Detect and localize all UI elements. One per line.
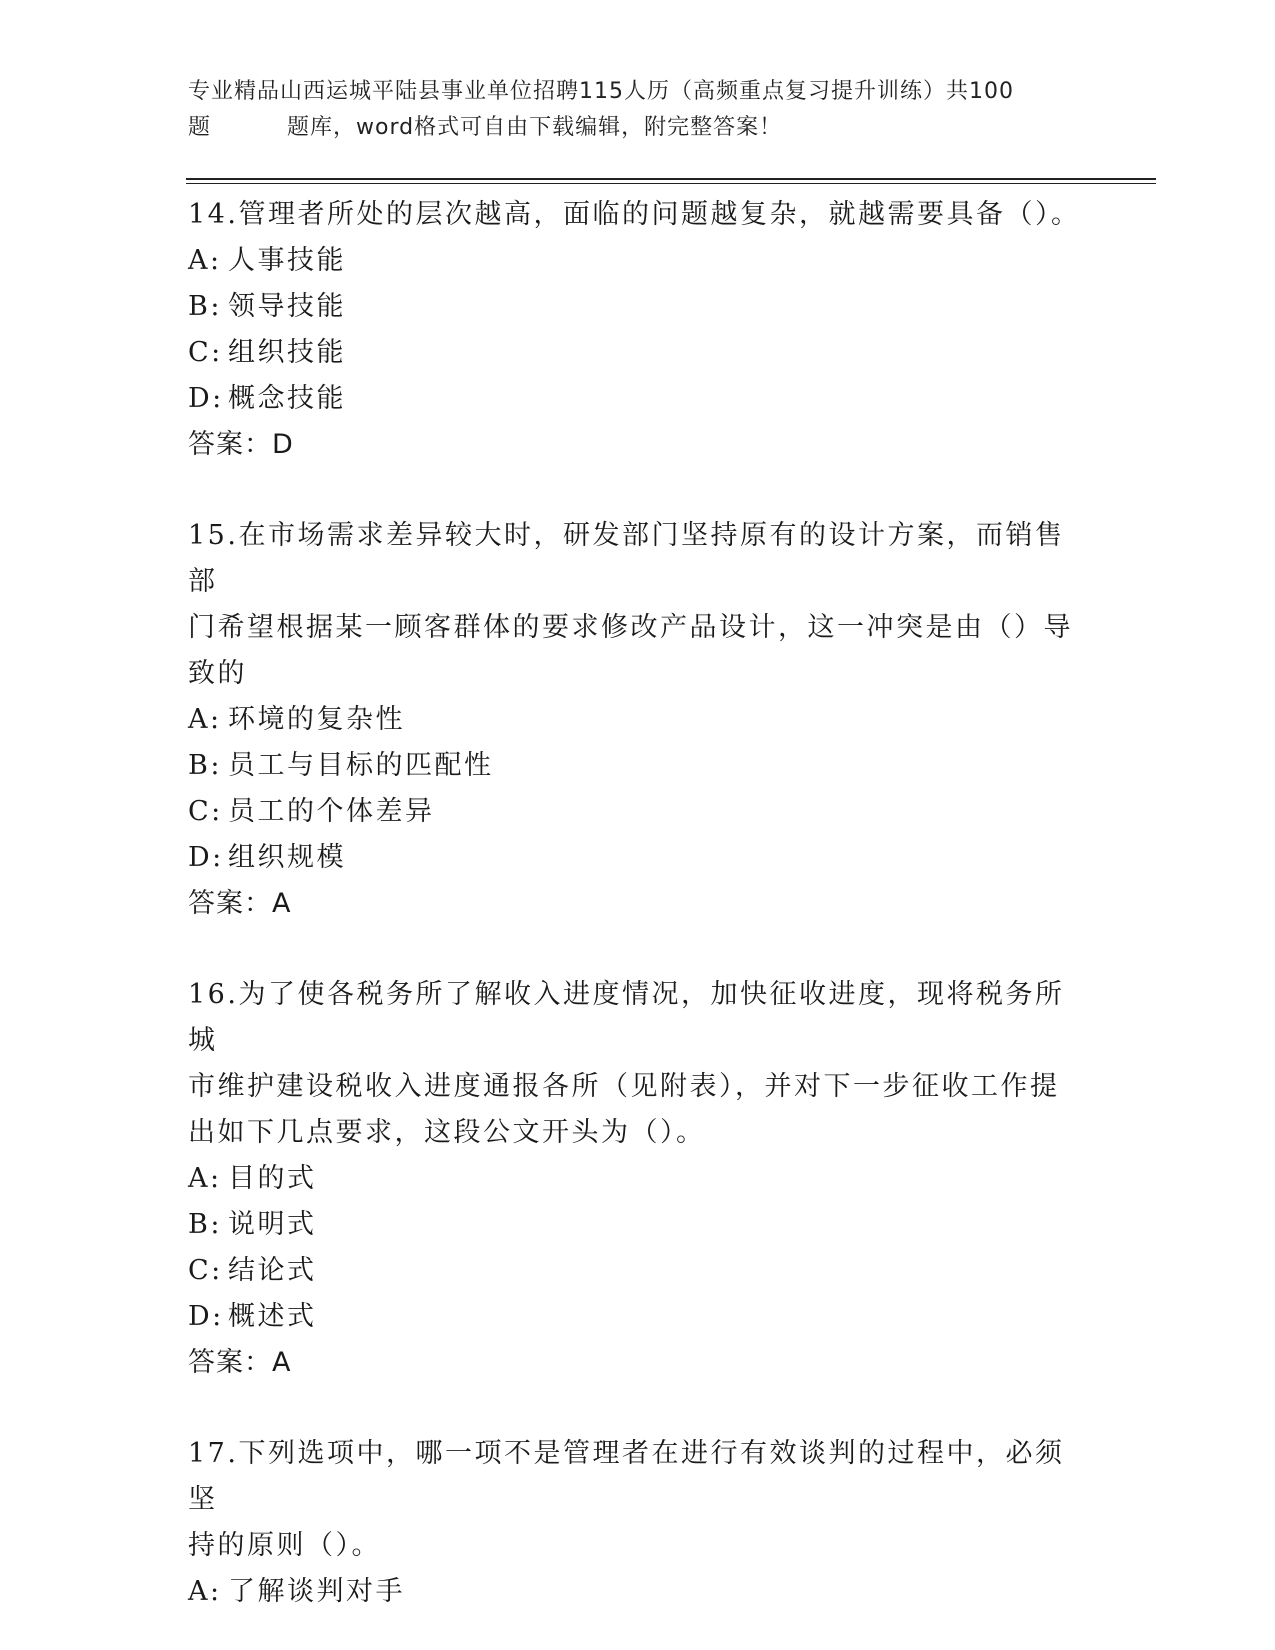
option-d: D: 概述式 (188, 1301, 317, 1332)
header-line-2 (188, 110, 1088, 146)
question-17 (188, 1431, 1088, 1615)
header-rule-thick (186, 178, 1156, 180)
option-a: A: 人事技能 (188, 245, 346, 276)
option-c: C: 组织技能 (188, 337, 346, 368)
option-a: A: 目的式 (188, 1163, 317, 1194)
question-stem: 门希望根据某一顾客群体的要求修改产品设计，这一冲突是由（）导 (188, 612, 1073, 643)
question-16 (188, 972, 1088, 1386)
option-b: B: 说明式 (188, 1209, 317, 1240)
answer: 答案：A (188, 888, 292, 919)
document-header (188, 74, 1088, 146)
option-c: C: 员工的个体差异 (188, 796, 435, 827)
question-15 (188, 513, 1088, 927)
question-stem: 15.在市场需求差异较大时，研发部门坚持原有的设计方案，而销售部 (188, 520, 1065, 597)
option-a: A: 了解谈判对手 (188, 1576, 405, 1607)
option-b: B: 员工与目标的匹配性 (188, 750, 494, 781)
header-line-2-right: 题库，word格式可自由下载编辑，附完整答案！ (287, 115, 783, 140)
header-line-1: 专业精品山西运城平陆县事业单位招聘115人历（高频重点复习提升训练）共100 (188, 79, 1014, 104)
question-stem: 17.下列选项中，哪一项不是管理者在进行有效谈判的过程中，必须坚 (188, 1438, 1065, 1515)
question-stem: 致的 (188, 658, 247, 689)
question-list (188, 192, 1088, 1615)
option-d: D: 概念技能 (188, 383, 346, 414)
question-stem: 14.管理者所处的层次越高，面临的问题越复杂，就越需要具备（）。 (188, 199, 1081, 230)
answer: 答案：D (188, 429, 294, 460)
option-d: D: 组织规模 (188, 842, 346, 873)
header-line-2-left: 题 (188, 115, 212, 140)
question-stem: 持的原则（）。 (188, 1530, 381, 1561)
question-stem: 出如下几点要求，这段公文开头为（）。 (188, 1117, 706, 1148)
option-b: B: 领导技能 (188, 291, 346, 322)
question-stem: 市维护建设税收入进度通报各所（见附表），并对下一步征收工作提 (188, 1071, 1060, 1102)
option-a: A: 环境的复杂性 (188, 704, 405, 735)
header-rule-thin (186, 183, 1156, 184)
option-c: C: 结论式 (188, 1255, 317, 1286)
question-14 (188, 192, 1088, 468)
question-stem: 16.为了使各税务所了解收入进度情况，加快征收进度，现将税务所城 (188, 979, 1065, 1056)
answer: 答案：A (188, 1347, 292, 1378)
